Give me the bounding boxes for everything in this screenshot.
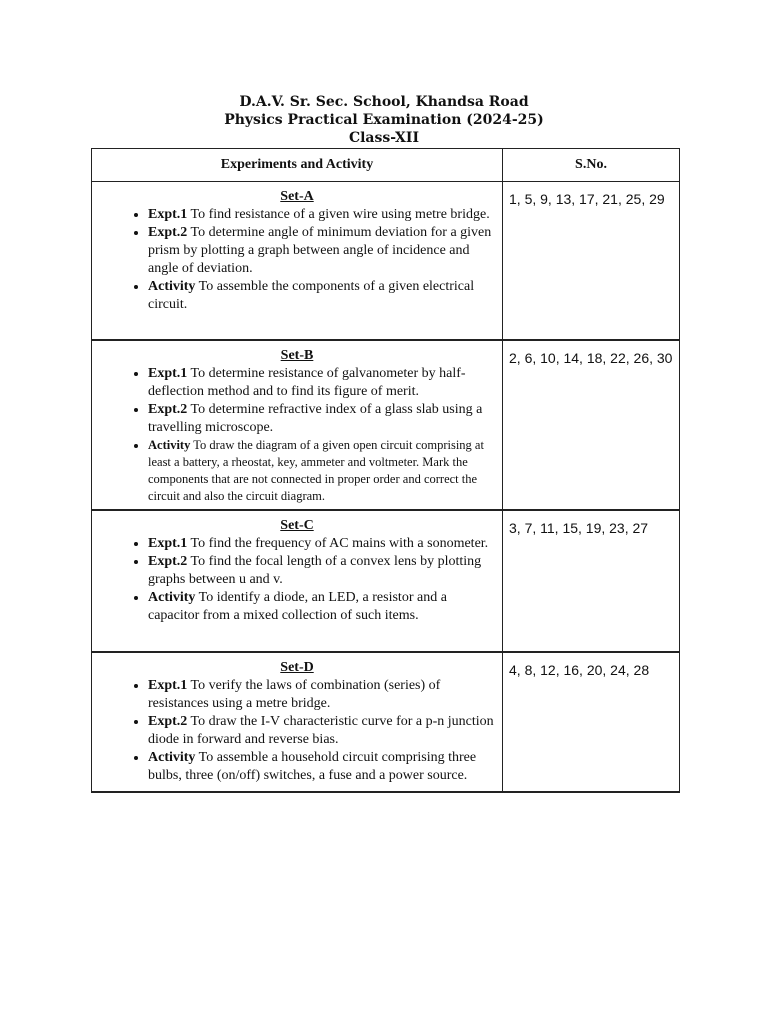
list-item [148, 713, 496, 749]
set-title: Set-B [280, 348, 314, 363]
item-label: Expt.1 [148, 678, 188, 693]
table-header-row [92, 149, 680, 182]
set-title: Set-A [280, 189, 314, 204]
list-item [148, 206, 496, 224]
item-text: To find the focal length of a convex lens by plotting graphs between u and v. [148, 554, 482, 587]
list-item [148, 677, 496, 713]
sno-cell: 2, 6, 10, 14, 18, 22, 26, 30 [503, 340, 680, 510]
exam-title: Physics Practical Examination (2024-25) [224, 112, 544, 128]
item-label: Expt.1 [148, 366, 188, 381]
list-item [148, 749, 496, 785]
experiments-cell [92, 510, 503, 652]
list-item [148, 278, 496, 314]
table-row [92, 510, 680, 652]
sno-cell: 1, 5, 9, 13, 17, 21, 25, 29 [503, 182, 680, 341]
class-title: Class-XII [348, 130, 420, 146]
item-label: Activity [148, 279, 196, 294]
item-text: To determine refractive index of a glass slab using a travelling microscope. [148, 402, 483, 435]
item-text: To assemble the components of a given electrical circuit. [148, 279, 475, 312]
set-title: Set-D [280, 660, 314, 675]
experiment-list [98, 677, 496, 785]
item-label: Expt.1 [148, 536, 188, 551]
document-header [0, 93, 768, 147]
experiment-list [98, 206, 496, 314]
item-label: Expt.2 [148, 714, 188, 729]
column-header-sno: S.No. [503, 149, 680, 182]
item-label: Activity [148, 750, 196, 765]
list-item [148, 535, 496, 553]
item-text: To draw the diagram of a given open circuit comprising at least a battery, a rheostat, key, ammeter and voltmeter. Mark the components that are not connected in proper order and correct the circuit and also the circuit diagram. [148, 438, 484, 503]
school-name: D.A.V. Sr. Sec. School, Khandsa Road [239, 94, 529, 110]
list-item [148, 401, 496, 437]
item-label: Activity [148, 590, 196, 605]
experiments-cell [92, 652, 503, 792]
sno-cell: 4, 8, 12, 16, 20, 24, 28 [503, 652, 680, 792]
experiment-list [98, 535, 496, 625]
experiments-cell [92, 340, 503, 510]
practical-schedule-table [91, 148, 680, 793]
item-label: Expt.2 [148, 225, 188, 240]
sno-cell: 3, 7, 11, 15, 19, 23, 27 [503, 510, 680, 652]
list-item [148, 437, 496, 505]
experiment-list [98, 365, 496, 505]
table-row [92, 340, 680, 510]
list-item [148, 365, 496, 401]
item-label: Expt.2 [148, 554, 188, 569]
item-label: Expt.2 [148, 402, 188, 417]
column-header-experiments: Experiments and Activity [92, 149, 503, 182]
item-label: Activity [148, 438, 191, 452]
item-text: To verify the laws of combination (series) of resistances using a metre bridge. [148, 678, 441, 711]
item-label: Expt.1 [148, 207, 188, 222]
list-item [148, 589, 496, 625]
item-text: To find resistance of a given wire using metre bridge. [187, 207, 490, 222]
list-item [148, 224, 496, 278]
table-row [92, 182, 680, 341]
item-text: To determine resistance of galvanometer by half-deflection method and to find its figure of merit. [148, 366, 466, 399]
item-text: To draw the I-V characteristic curve for a p-n junction diode in forward and reverse bias. [148, 714, 494, 747]
item-text: To assemble a household circuit comprising three bulbs, three (on/off) switches, a fuse and a power source. [148, 750, 477, 783]
set-title: Set-C [280, 518, 314, 533]
item-text: To determine angle of minimum deviation for a given prism by plotting a graph between angle of incidence and angle of deviation. [148, 225, 492, 276]
item-text: To find the frequency of AC mains with a sonometer. [187, 536, 489, 551]
list-item [148, 553, 496, 589]
item-text: To identify a diode, an LED, a resistor and a capacitor from a mixed collection of such items. [148, 590, 447, 623]
table-row [92, 652, 680, 792]
experiments-cell [92, 182, 503, 341]
